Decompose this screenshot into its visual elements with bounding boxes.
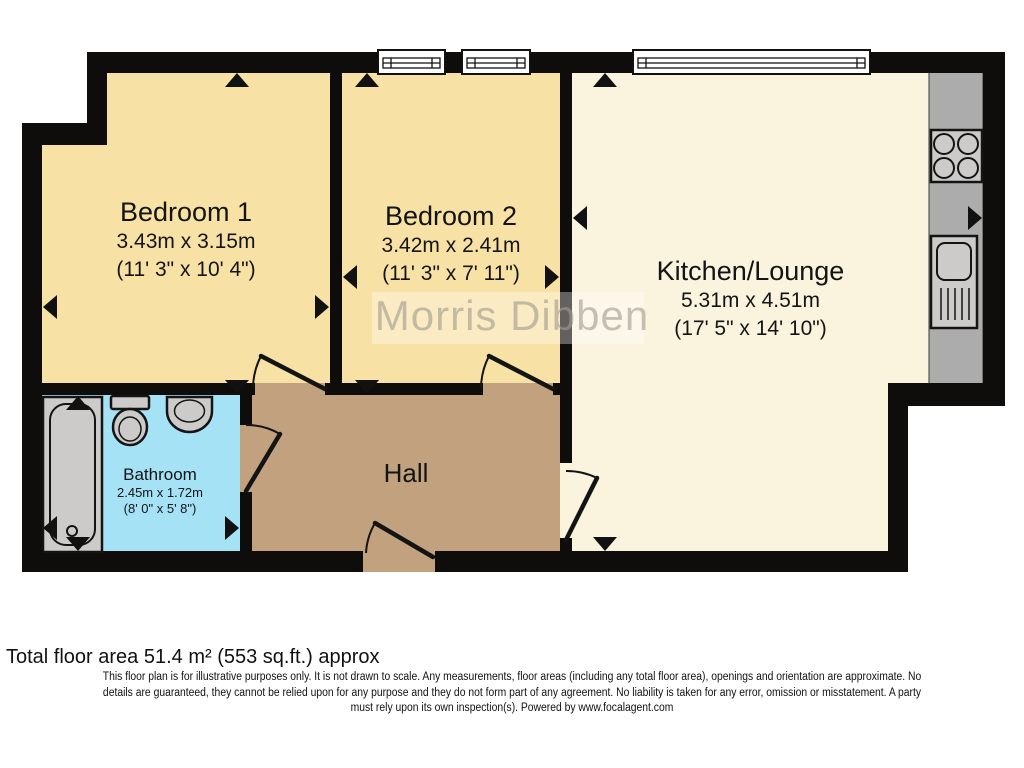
- sink-drainer-icon: [931, 236, 977, 328]
- bedroom1-label: [42, 197, 330, 284]
- wall-bottom-left: [22, 551, 363, 572]
- toilet-icon: [111, 396, 149, 445]
- total-floor-area: Total floor area 51.4 m² (553 sq.ft.) approx: [6, 646, 380, 668]
- room-name: Hall: [383, 458, 429, 488]
- window-bedroom2-right: [462, 50, 530, 74]
- wall-bottom-right: [435, 551, 908, 572]
- room-name: Bathroom: [123, 465, 197, 484]
- room-dimensions-imperial: (11' 3" x 10' 4"): [116, 258, 256, 281]
- hall-label: [252, 458, 560, 488]
- window-bedroom2-left: [378, 50, 445, 74]
- room-dimensions-imperial: (17' 5" x 14' 10"): [674, 317, 827, 340]
- kitchen-lounge-floor: [572, 383, 888, 552]
- wall-bedroom2-kitchen: [560, 73, 572, 463]
- room-dimensions-metric: 5.31m x 4.51m: [681, 289, 820, 312]
- wall-hall-top-a: [42, 383, 255, 395]
- agency-watermark: Morris Dibben: [374, 292, 650, 339]
- wall-bathroom-hall-upper: [240, 395, 252, 425]
- bedroom1-floor: [107, 73, 330, 145]
- wall-right-lower: [888, 406, 908, 572]
- room-name: Bedroom 2: [384, 201, 518, 231]
- room-dimensions-imperial: (11' 3" x 7' 11"): [382, 262, 520, 285]
- room-name: Kitchen/Lounge: [656, 256, 845, 286]
- basin-icon: [167, 397, 212, 432]
- wall-bedroom1-bedroom2: [330, 73, 342, 395]
- room-name: Bedroom 1: [119, 197, 253, 227]
- disclaimer-line: details are guaranteed, they cannot be relied upon for any purpose and they do not form part of any agreement. No liability is taken for any error, omission or misstatement. A party: [102, 686, 922, 699]
- disclaimer-line: must rely upon its own inspection(s). Powered by www.focalagent.com: [350, 702, 674, 714]
- window-kitchen: [633, 50, 870, 74]
- room-dimensions-imperial: (8' 0" x 5' 8"): [123, 501, 197, 516]
- wall-left: [22, 123, 42, 572]
- kitchen-counter: [929, 72, 983, 384]
- wall-hall-top-b: [325, 383, 483, 395]
- room-dimensions-metric: 3.42m x 2.41m: [381, 234, 521, 257]
- hob-icon: [931, 130, 982, 182]
- bathroom-label: [42, 464, 278, 517]
- wall-hall-top-c: [553, 383, 572, 395]
- wall-right: [983, 52, 1005, 406]
- bedroom2-label: [342, 201, 560, 288]
- room-dimensions-metric: 2.45m x 1.72m: [117, 485, 203, 500]
- disclaimer-line: This floor plan is for illustrative purposes only. It is not drawn to scale. Any measurements, floor areas (including any total floor area), openings and orientation are approximate. No: [102, 671, 922, 683]
- disclaimer: [0, 670, 1024, 717]
- room-dimensions-metric: 3.43m x 3.15m: [116, 230, 256, 253]
- wall-right-step: [888, 383, 1005, 406]
